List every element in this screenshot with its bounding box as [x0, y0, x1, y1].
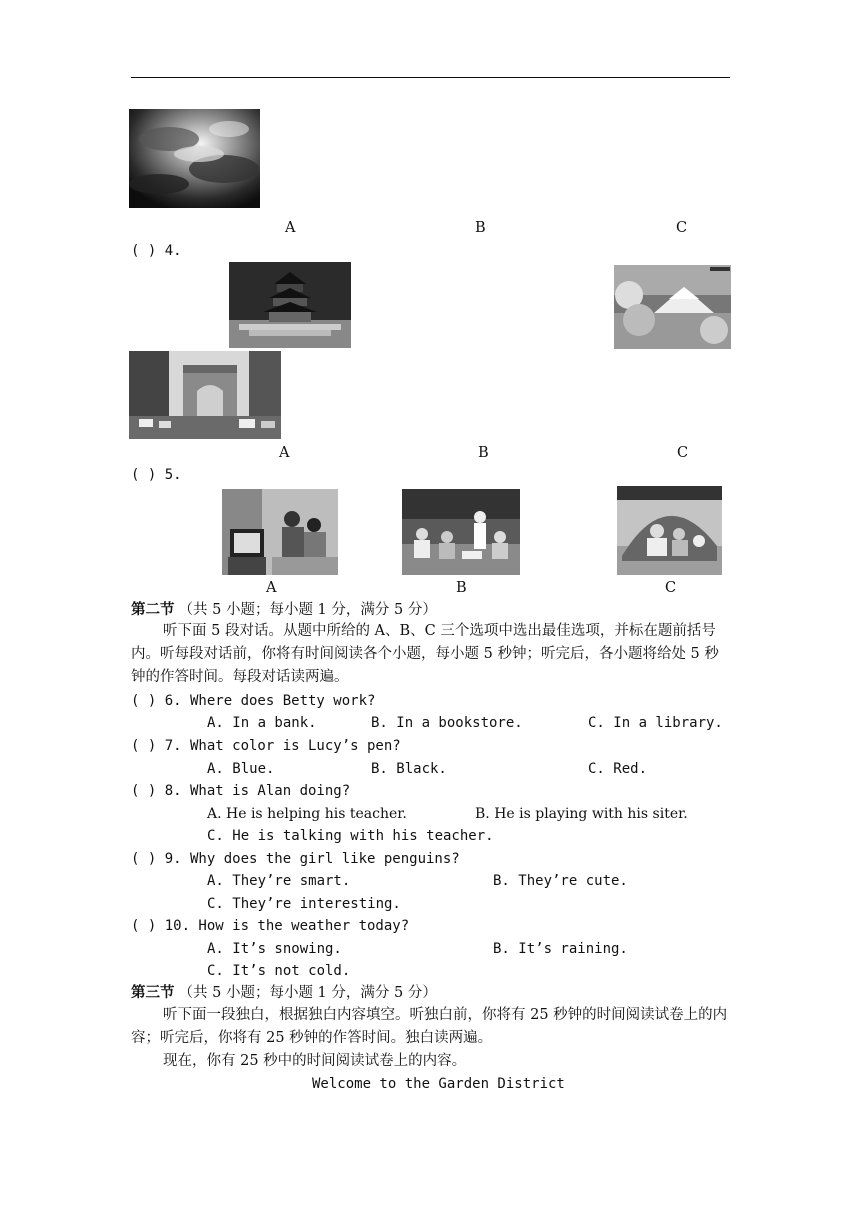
section3-info: （共 5 小题；每小题 1 分，满分 5 分）	[178, 985, 437, 1001]
q4-label-a: A	[279, 445, 290, 461]
q6-option-c: C. In a library.	[588, 715, 723, 731]
q4-label-c: C	[677, 445, 689, 461]
section3-title: 第三节	[131, 984, 175, 1001]
section2-heading	[131, 601, 437, 619]
storm-clouds-photo	[129, 109, 260, 208]
section3-instructions: 听下面一段独白，根据独白内容填空。听独白前，你将有 25 秒钟的时间阅读试卷上的内容；听完后，你将有 25 秒钟的作答时间。独白读两遍。	[131, 1007, 728, 1046]
q5-label-c: C	[665, 580, 677, 596]
q9-question: ( ) 9. Why does the girl like penguins?	[131, 851, 460, 867]
q7-option-b: B. Black.	[371, 761, 447, 777]
q10-option-b: B. It’s raining.	[493, 941, 628, 957]
section2-info: （共 5 小题；每小题 1 分，满分 5 分）	[178, 602, 437, 618]
section2-instructions: 听下面 5 段对话。从题中所给的 A、B、C 三个选项中选出最佳选项，并标在题前括号内。听每段对话前，你将有时间阅读各个小题，每小题 5 秒钟；听完后，各小题将给处 5 秒钟的作答时间。每段对话读两遍。	[131, 623, 719, 685]
q4-number: ( ) 4.	[131, 243, 182, 259]
family-tent-photo	[617, 486, 722, 575]
q6-question: ( ) 6. Where does Betty work?	[131, 693, 376, 709]
section3-note: 现在，你有 25 秒中的时间阅读试卷上的内容。	[163, 1053, 467, 1069]
q10-question: ( ) 10. How is the weather today?	[131, 918, 410, 934]
q7-option-a: A. Blue.	[207, 761, 275, 777]
family-picnic-photo	[402, 489, 520, 575]
q8-option-c: C. He is talking with his teacher.	[207, 828, 494, 844]
q5-label-b: B	[456, 580, 467, 596]
q9-option-c: C. They’re interesting.	[207, 896, 401, 912]
section3-heading	[131, 984, 437, 1002]
q8-option-b: B. He is playing with his siter.	[475, 806, 688, 822]
family-watching-tv-photo	[222, 489, 338, 575]
q7-question: ( ) 7. What color is Lucy’s pen?	[131, 738, 401, 754]
passage-title: Welcome to the Garden District	[312, 1076, 565, 1092]
q9-option-a: A. They’re smart.	[207, 873, 351, 889]
q8-question: ( ) 8. What is Alan doing?	[131, 783, 351, 799]
q3-label-b: B	[475, 220, 486, 236]
q8-option-a: A. He is helping his teacher.	[207, 806, 407, 822]
q6-option-a: A. In a bank.	[207, 715, 317, 731]
q6-option-b: B. In a bookstore.	[371, 715, 523, 731]
q10-option-a: A. It’s snowing.	[207, 941, 342, 957]
q7-option-c: C. Red.	[588, 761, 648, 777]
q9-option-b: B. They’re cute.	[493, 873, 628, 889]
q5-label-a: A	[266, 580, 277, 596]
arc-de-triomphe-photo	[129, 351, 281, 439]
temple-of-heaven-photo	[229, 262, 351, 348]
header-rule	[131, 77, 730, 78]
q10-option-c: C. It’s not cold.	[207, 963, 351, 979]
q4-label-b: B	[478, 445, 489, 461]
q3-label-a: A	[285, 220, 296, 236]
q3-label-c: C	[676, 220, 688, 236]
q5-number: ( ) 5.	[131, 467, 182, 483]
section2-title: 第二节	[131, 601, 175, 618]
mount-fuji-photo	[614, 265, 731, 349]
